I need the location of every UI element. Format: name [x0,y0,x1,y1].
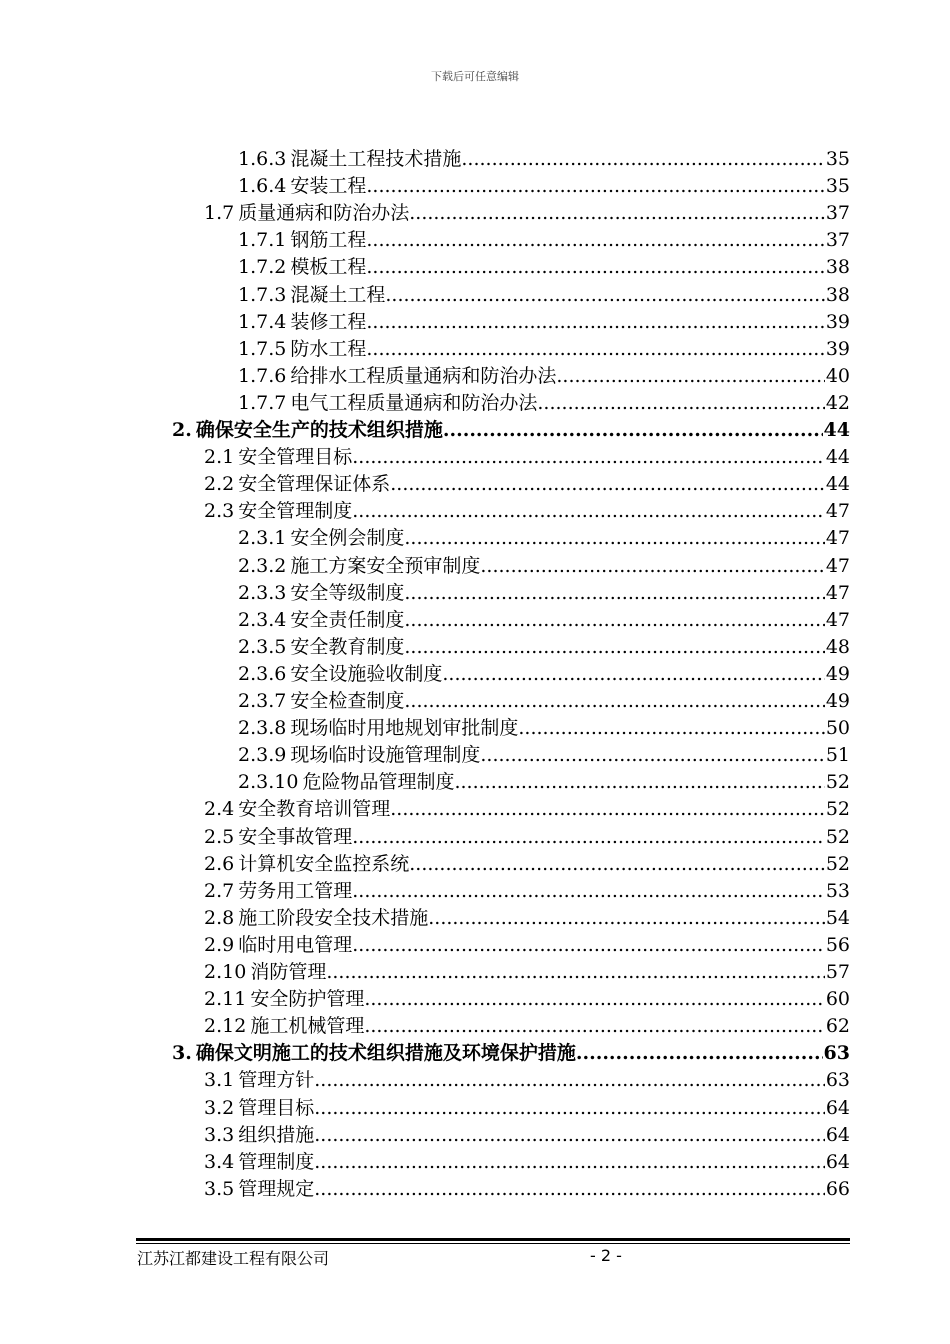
toc-entry-page: 63 [825,1069,850,1092]
toc-dot-leader [314,1149,825,1176]
toc-entry-title: 安全责任制度 [290,608,405,631]
toc-entry[interactable] [204,1067,850,1094]
toc-dot-leader [518,715,824,742]
toc-entry-page: 44 [825,446,850,469]
toc-dot-leader [366,309,824,336]
toc-entry[interactable] [238,580,850,607]
toc-entry-page: 39 [825,337,850,360]
toc-dot-leader [364,986,824,1013]
toc-entry-title: 管理目标 [238,1096,315,1119]
toc-entry-page: 47 [825,527,850,550]
toc-entry-page: 52 [825,771,850,794]
toc-dot-leader [443,417,823,444]
toc-entry-page: 42 [825,391,850,414]
toc-entry[interactable] [204,905,850,932]
toc-dot-leader [537,390,824,417]
toc-dot-leader [480,553,824,580]
toc-entry-title: 管理方针 [238,1069,315,1092]
toc-entry-title: 现场临时设施管理制度 [290,744,481,767]
toc-entry-page: 48 [825,635,850,658]
toc-entry[interactable] [204,1095,850,1122]
toc-entry-number: 1.7.3 [238,283,287,306]
toc-entry-number: 1.7.1 [238,229,287,252]
toc-entry[interactable] [238,363,850,390]
toc-entry-page: 54 [825,906,850,929]
toc-dot-leader [352,444,825,471]
toc-dot-leader [404,525,824,552]
toc-entry-number: 1.6.4 [238,175,287,198]
toc-entry[interactable] [204,932,850,959]
toc-entry[interactable] [204,959,850,986]
toc-entry[interactable] [204,200,850,227]
toc-entry[interactable] [238,769,850,796]
toc-entry[interactable] [238,227,850,254]
toc-entry-title: 安全管理目标 [238,446,353,469]
toc-entry-title: 施工阶段安全技术措施 [238,906,429,929]
footer-page-number: - 2 - [590,1246,622,1265]
toc-dot-leader [352,824,825,851]
toc-entry-number: 1.6.3 [238,148,287,170]
toc-entry-number: 2.1 [204,446,235,469]
toc-entry-title: 施工机械管理 [250,1015,365,1038]
toc-dot-leader [454,769,824,796]
toc-dot-leader [314,1176,825,1203]
toc-entry-page: 49 [825,662,850,685]
toc-dot-leader [366,336,824,363]
toc-dot-leader [404,634,824,661]
toc-entry-title: 安全管理保证体系 [238,473,391,496]
toc-entry[interactable] [238,688,850,715]
toc-entry-title: 给排水工程质量通病和防治办法 [290,364,557,387]
toc-dot-leader [314,1122,825,1149]
toc-entry-title: 混凝土工程技术措施 [290,148,462,170]
toc-entry-number: 2.2 [204,473,235,496]
toc-entry-number: 3. [172,1042,192,1065]
toc-entry-page: 64 [825,1123,850,1146]
toc-entry-title: 临时用电管理 [238,933,353,956]
toc-entry-title: 确保安全生产的技术组织措施 [195,419,443,441]
toc-dot-leader [326,959,824,986]
toc-entry-number: 3.5 [204,1177,235,1200]
toc-dot-leader [352,932,825,959]
toc-dot-leader [314,1095,825,1122]
toc-entry-number: 2.3.5 [238,635,287,658]
toc-entry-number: 1.7.7 [238,391,287,414]
toc-entry-title: 管理制度 [238,1150,315,1173]
toc-entry-page: 38 [825,283,850,306]
toc-entry-number: 1.7 [204,202,235,225]
toc-entry-number: 2.3.7 [238,690,287,712]
toc-dot-leader [385,282,824,309]
toc-entry-page: 62 [825,1015,850,1038]
toc-dot-leader [409,200,825,227]
toc-entry-number: 1.7.2 [238,256,287,279]
toc-dot-leader [409,851,825,878]
toc-entry[interactable] [238,661,850,688]
toc-dot-leader [480,742,824,769]
toc-entry-number: 2.4 [204,798,235,821]
toc-entry-page: 57 [825,961,850,983]
toc-entry-title: 安全设施验收制度 [290,662,443,685]
toc-entry-title: 电气工程质量通病和防治办法 [290,391,538,414]
toc-entry[interactable] [238,715,850,742]
toc-dot-leader [556,363,824,390]
toc-entry[interactable] [204,1013,850,1040]
toc-entry-number: 2.3.6 [238,662,287,685]
toc-entry-title: 安全等级制度 [290,581,405,604]
toc-entry-number: 3.3 [204,1123,235,1146]
toc-dot-leader [404,580,824,607]
toc-entry[interactable] [204,796,850,823]
toc-entry-number: 2.3 [204,500,235,523]
toc-entry-title: 消防管理 [250,961,327,983]
toc-dot-leader [390,471,825,498]
toc-entry[interactable] [238,282,850,309]
toc-entry-page: 37 [825,202,850,225]
toc-entry[interactable] [204,498,850,525]
toc-entry[interactable] [204,1176,850,1203]
toc-entry-number: 1.7.4 [238,310,287,333]
toc-entry-number: 3.2 [204,1096,235,1119]
toc-entry-page: 44 [825,473,850,496]
toc-entry[interactable] [172,1040,850,1067]
toc-entry-title: 模板工程 [290,256,367,279]
toc-entry[interactable] [238,390,850,417]
toc-entry-number: 2.12 [204,1015,247,1038]
toc-entry-title: 安全防护管理 [250,988,365,1011]
toc-entry-title: 防水工程 [290,337,367,360]
toc-entry-page: 52 [825,825,850,848]
toc-entry-page: 53 [825,879,850,902]
toc-entry[interactable] [238,309,850,336]
toc-entry[interactable] [204,878,850,905]
toc-entry-title: 安全例会制度 [290,527,405,550]
toc-entry-number: 2.3.4 [238,608,287,631]
toc-entry-number: 2.3.2 [238,554,287,577]
toc-entry-number: 2.8 [204,906,235,929]
toc-entry-page: 35 [825,175,850,198]
toc-entry-page: 64 [825,1096,850,1119]
toc-entry-number: 2.3.8 [238,717,287,740]
toc-entry[interactable] [238,634,850,661]
toc-entry-title: 安全检查制度 [290,690,405,712]
toc-entry-title: 钢筋工程 [290,229,367,252]
toc-entry-title: 管理规定 [238,1177,315,1200]
toc-entry[interactable] [238,336,850,363]
toc-entry[interactable] [238,254,850,281]
toc-entry[interactable] [204,471,850,498]
toc-entry-page: 52 [825,798,850,821]
toc-entry-title: 确保文明施工的技术组织措施及环境保护措施 [195,1042,576,1065]
toc-entry[interactable] [204,824,850,851]
toc-entry-page: 39 [825,310,850,333]
toc-entry-title: 安全教育培训管理 [238,798,391,821]
toc-entry-page: 52 [825,852,850,875]
toc-dot-leader [461,146,824,173]
toc-dot-leader [366,254,824,281]
toc-entry-page: 40 [825,364,850,387]
toc-entry-number: 2.3.3 [238,581,287,604]
toc-entry-page: 56 [825,933,850,956]
toc-dot-leader [442,661,824,688]
toc-entry-number: 2.9 [204,933,235,956]
toc-entry-page: 47 [825,581,850,604]
toc-entry-page: 47 [825,608,850,631]
toc-entry-title: 装修工程 [290,310,367,333]
toc-dot-leader [404,688,824,715]
toc-entry-number: 1.7.5 [238,337,287,360]
toc-entry-title: 安全教育制度 [290,635,405,658]
toc-entry[interactable] [204,1149,850,1176]
toc-entry-number: 2.3.1 [238,527,287,550]
toc-entry-title: 安全管理制度 [238,500,353,523]
toc-entry-title: 计算机安全监控系统 [238,852,410,875]
toc-entry-page: 38 [825,256,850,279]
toc-entry[interactable] [204,444,850,471]
toc-dot-leader [428,905,825,932]
toc-entry[interactable] [238,146,850,173]
footer-rule-thick [136,1238,850,1241]
toc-dot-leader [366,173,824,200]
toc-entry-number: 2.3.10 [238,771,299,794]
toc-entry-page: 49 [825,690,850,712]
toc-entry-number: 2.6 [204,852,235,875]
toc-entry-title: 组织措施 [238,1123,315,1146]
toc-entry[interactable] [238,607,850,634]
toc-entry-number: 3.4 [204,1150,235,1173]
footer-company-name: 江苏江都建设工程有限公司 [137,1249,330,1268]
toc-entry-title: 质量通病和防治办法 [238,202,410,225]
toc-entry-title: 现场临时用地规划审批制度 [290,717,519,740]
toc-entry-page: 63 [823,1042,850,1065]
toc-dot-leader [364,1013,824,1040]
toc-entry-page: 66 [825,1177,850,1200]
toc-dot-leader [404,607,824,634]
toc-entry-title: 劳务用工管理 [238,879,353,902]
toc-entry-page: 44 [823,419,850,441]
toc-entry-number: 1.7.6 [238,364,287,387]
toc-dot-leader [352,498,825,525]
toc-entry-page: 50 [825,717,850,740]
toc-entry[interactable] [238,553,850,580]
toc-entry-page: 37 [825,229,850,252]
toc-entry-title: 混凝土工程 [290,283,386,306]
footer-rule-thin [136,1243,850,1244]
toc-entry-title: 安装工程 [290,175,367,198]
toc-entry-page: 60 [825,988,850,1011]
toc-dot-leader [352,878,825,905]
toc-entry-page: 47 [825,554,850,577]
toc-entry-number: 2.5 [204,825,235,848]
toc-entry[interactable] [204,1122,850,1149]
toc-entry-title: 施工方案安全预审制度 [290,554,481,577]
toc-entry-number: 2.7 [204,879,235,902]
toc-dot-leader [366,227,824,254]
toc-entry-number: 2.11 [204,988,247,1011]
toc-entry-number: 2.10 [204,961,247,983]
toc-entry-title: 危险物品管理制度 [302,771,455,794]
toc-entry[interactable] [238,742,850,769]
toc-entry-page: 51 [825,744,850,767]
toc-dot-leader [314,1067,825,1094]
toc-entry-page: 47 [825,500,850,523]
download-watermark: 下载后可任意编辑 [431,70,519,83]
toc-dot-leader [390,796,825,823]
toc-dot-leader [576,1040,823,1067]
toc-entry-number: 3.1 [204,1069,235,1092]
toc-entry[interactable] [172,417,850,444]
toc-entry-title: 安全事故管理 [238,825,353,848]
toc-entry-number: 2. [172,419,192,441]
toc-entry-number: 2.3.9 [238,744,287,767]
toc-entry-page: 35 [825,148,850,170]
toc-entry[interactable] [204,851,850,878]
toc-entry[interactable] [238,173,850,200]
toc-entry[interactable] [204,986,850,1013]
toc-entry[interactable] [238,525,850,552]
toc-entry-page: 64 [825,1150,850,1173]
